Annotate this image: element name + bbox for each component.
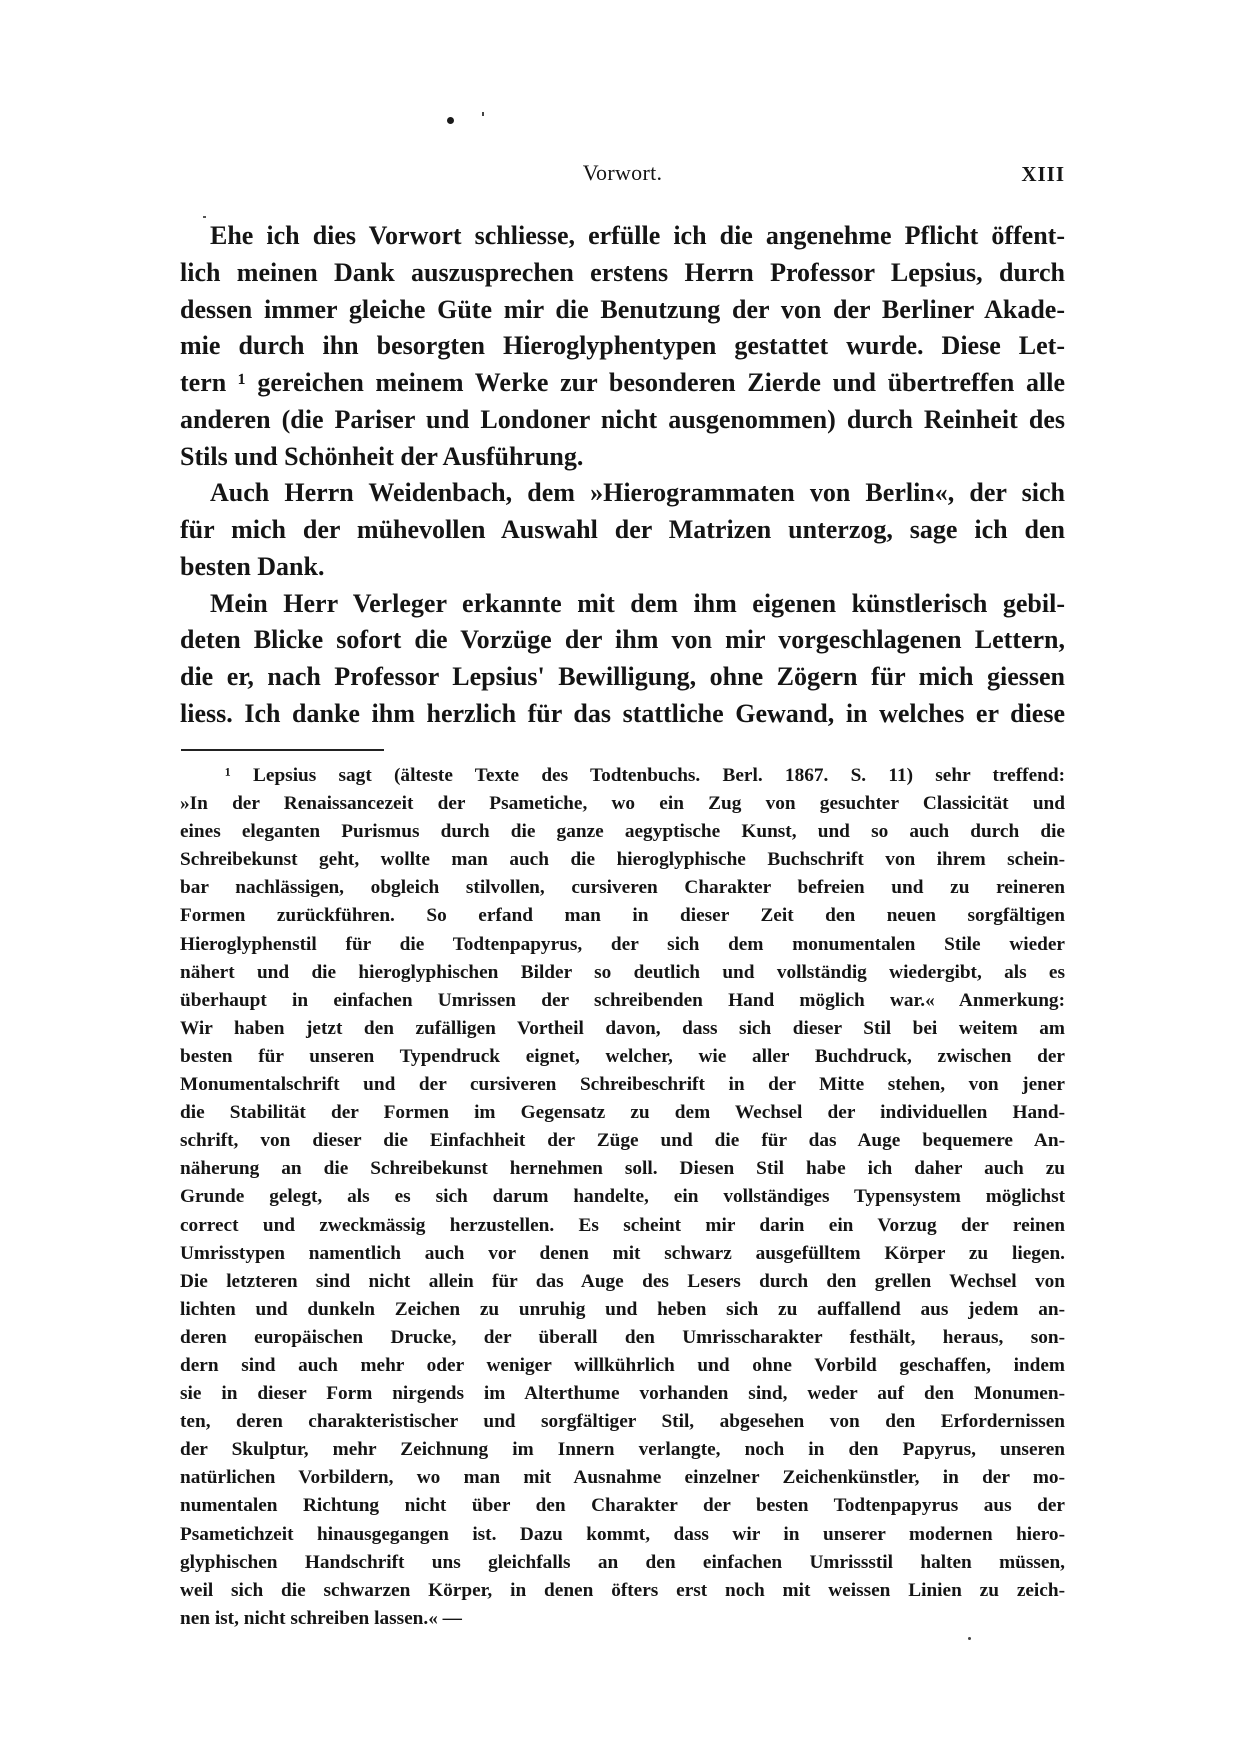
running-title: Vorwort. (582, 160, 663, 185)
body-line: Mein Herr Verleger erkannte mit dem ihm eigenen künstlerisch gebil- (210, 588, 1065, 618)
body-line: anderen (die Pariser und Londoner nicht ausgenommen) durch Reinheit des (180, 404, 1065, 434)
footnote-line: Psametichzeit hinausgegangen ist. Dazu kommt, dass wir in unserer modernen hiero- (180, 1523, 1065, 1545)
ink-speck (968, 1637, 971, 1640)
body-line: lich meinen Dank auszusprechen erstens Herrn Professor Lepsius, durch (180, 257, 1065, 287)
footnote-line: dern sind auch mehr oder weniger willkührlich und ohne Vorbild geschaffen, indem (180, 1354, 1065, 1376)
footnote (180, 762, 1065, 1633)
body-line: Auch Herrn Weidenbach, dem »Hierogrammaten von Berlin«, der sich (210, 478, 1065, 508)
body-line: tern ¹ gereichen meinem Werke zur besonderen Zierde und übertreffen alle (180, 368, 1065, 397)
footnote-line: weil sich die schwarzen Körper, in denen öfters erst noch mit weissen Linien zu zeich- (180, 1579, 1065, 1601)
footnote-line: numentalen Richtung nicht über den Charakter der besten Todtenpapyrus aus der (180, 1495, 1065, 1517)
body-line: deten Blicke sofort die Vorzüge der ihm von mir vorgeschlagenen Lettern, (180, 625, 1065, 655)
footnote-line: bar nachlässigen, obgleich stilvollen, cursiveren Charakter befreien und zu reineren (180, 877, 1065, 899)
footnote-separator (181, 749, 384, 751)
body-line: dessen immer gleiche Güte mir die Benutzung der von der Berliner Akade- (180, 294, 1065, 324)
body-line: die er, nach Professor Lepsius' Bewilligung, ohne Zögern für mich giessen (180, 662, 1065, 691)
body-text (180, 218, 1065, 733)
body-line: besten Dank. (180, 551, 325, 581)
footnote-line: überhaupt in einfachen Umrissen der schreibenden Hand möglich war.« Anmerkung: (180, 989, 1065, 1011)
footnote-line: correct und zweckmässig herzustellen. Es scheint mir darin ein Vorzug der reinen (180, 1214, 1065, 1236)
footnote-line: »In der Renaissancezeit der Psametiche, wo ein Zug von gesuchter Classicität und (180, 793, 1065, 815)
footnote-line: Umrisstypen namentlich auch vor denen mit schwarz ausgefülltem Körper zu liegen. (180, 1242, 1065, 1264)
body-line: mie durch ihn besorgten Hieroglyphentypen gestattet wurde. Diese Let- (180, 331, 1065, 361)
footnote-line: ¹ Lepsius sagt (älteste Texte des Todtenbuchs. Berl. 1867. S. 11) sehr treffend: (225, 765, 1065, 786)
footnote-line: glyphischen Handschrift uns gleichfalls an den einfachen Umrissstil halten müssen, (180, 1551, 1065, 1573)
footnote-line: Hieroglyphenstil für die Todtenpapyrus, der sich dem monumentalen Stile wieder (180, 933, 1065, 955)
page-header (180, 160, 1065, 190)
body-line: Stils und Schönheit der Ausführung. (180, 441, 584, 471)
footnote-line: sie in dieser Form nirgends im Alterthume vorhanden sind, weder auf den Monumen- (180, 1383, 1065, 1405)
footnote-line: Monumentalschrift und der cursiveren Schreibeschrift in der Mitte stehen, von jener (180, 1074, 1065, 1096)
footnote-line: natürlichen Vorbildern, wo man mit Ausnahme einzelner Zeichenkünstler, in der mo- (180, 1467, 1065, 1489)
footnote-line: der Skulptur, mehr Zeichnung im Innern verlangte, noch in den Papyrus, unseren (180, 1439, 1065, 1461)
footnote-line: Formen zurückführen. So erfand man in dieser Zeit den neuen sorgfältigen (180, 905, 1065, 927)
footnote-line: Grunde gelegt, als es sich darum handelte, ein vollständiges Typensystem möglichst (180, 1186, 1065, 1208)
body-line: für mich der mühevollen Auswahl der Matrizen unterzog, sage ich den (180, 515, 1065, 544)
footnote-line: deren europäischen Drucke, der überall den Umrisscharakter festhält, heraus, son- (180, 1326, 1065, 1348)
ink-speck (447, 117, 454, 124)
footnote-line: näherung an die Schreibekunst hernehmen soll. Diesen Stil habe ich daher auch zu (180, 1158, 1065, 1180)
body-line: liess. Ich danke ihm herzlich für das stattliche Gewand, in welches er diese (180, 698, 1065, 728)
page-number: XIII (1021, 162, 1065, 186)
footnote-line: Wir haben jetzt den zufälligen Vortheil davon, dass sich dieser Stil bei weitem am (180, 1017, 1065, 1039)
ink-speck (482, 112, 484, 116)
footnote-line: besten für unseren Typendruck eignet, welcher, wie aller Buchdruck, zwischen der (180, 1045, 1065, 1067)
footnote-line: schrift, von dieser die Einfachheit der Züge und die für das Auge bequemere An- (180, 1130, 1065, 1152)
footnote-line: Die letzteren sind nicht allein für das Auge des Lesers durch den grellen Wechsel von (180, 1270, 1065, 1292)
footnote-line: ten, deren charakteristischer und sorgfältiger Stil, abgesehen von den Erfordernissen (180, 1411, 1065, 1433)
footnote-line: nähert und die hieroglyphischen Bilder so deutlich und vollständig wiedergibt, als es (180, 961, 1065, 983)
body-line: Ehe ich dies Vorwort schliesse, erfülle ich die angenehme Pflicht öffent- (210, 221, 1065, 250)
footnote-line: die Stabilität der Formen im Gegensatz zu dem Wechsel der individuellen Hand- (180, 1102, 1065, 1124)
footnote-line: eines eleganten Purismus durch die ganze aegyptische Kunst, und so auch durch die (180, 821, 1065, 843)
footnote-line: nen ist, nicht schreiben lassen.« — (180, 1607, 462, 1629)
footnote-line: lichten und dunkeln Zeichen zu unruhig und heben sich zu auffallend aus jedem an- (180, 1298, 1065, 1320)
footnote-line: Schreibekunst geht, wollte man auch die hieroglyphische Buchschrift von ihrem schein- (180, 849, 1065, 871)
